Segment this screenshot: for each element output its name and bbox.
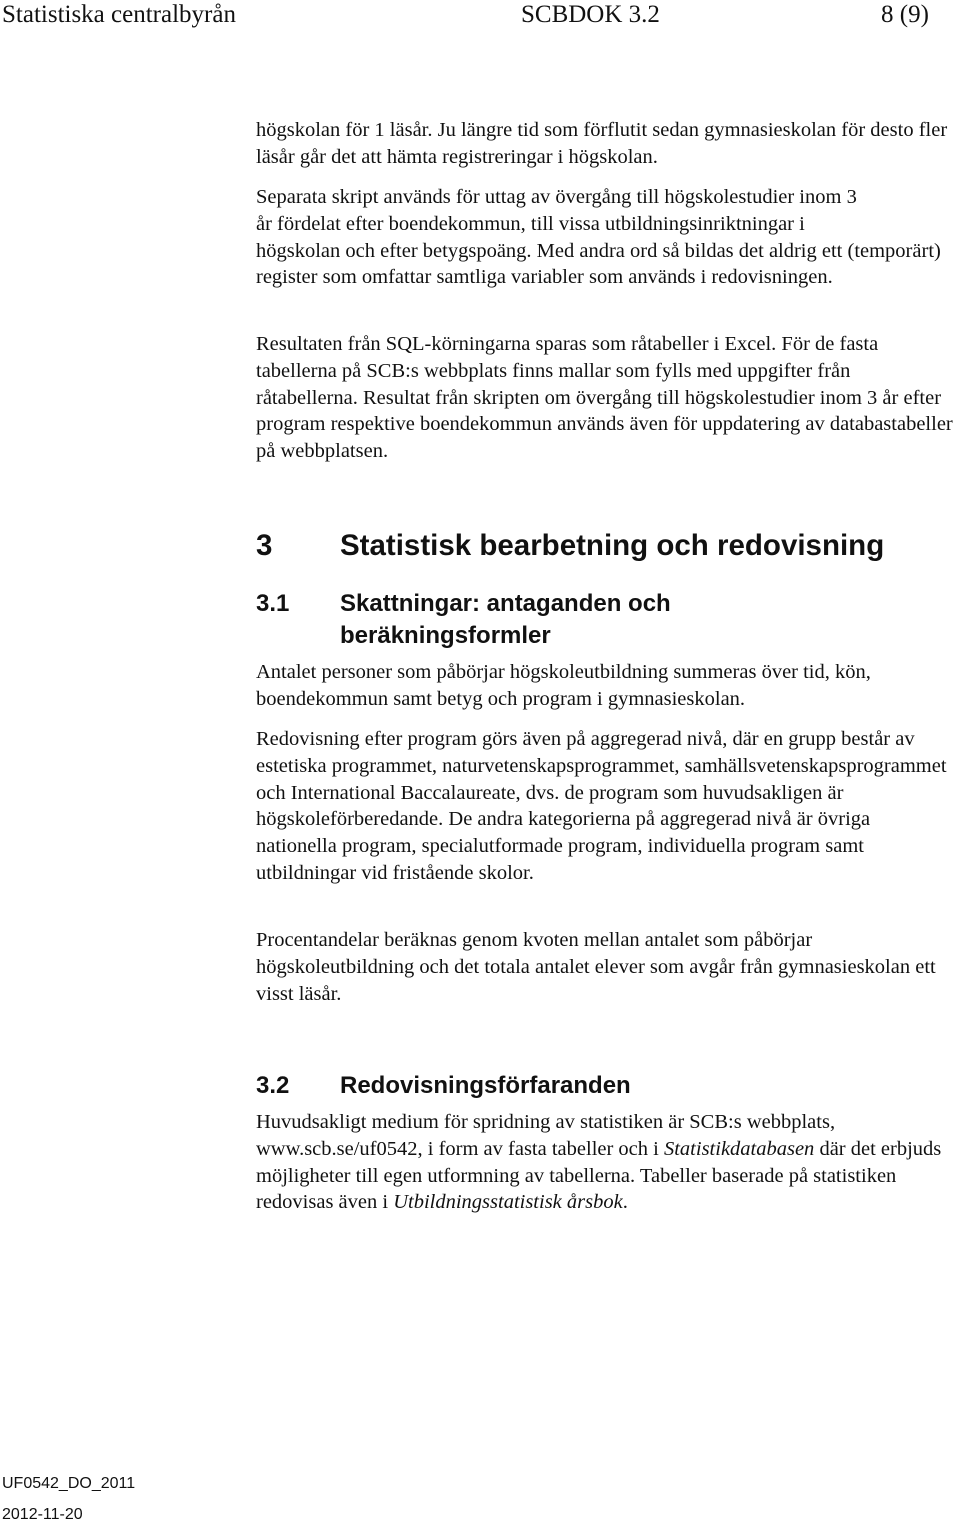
page-number: 8 (9) — [881, 1, 929, 28]
paragraph-separate-scripts — [256, 184, 956, 291]
paragraph-results: Resultaten från SQL-körningarna sparas som råtabeller i Excel. För de fasta tabellerna på SCB:s webbplats finns mallar som fylls med uppgifter från råtabellerna. Resultat från skripten om övergång till högskolestudier inom 3 år efter program respektive boendekommun används även för uppdatering av databastabeller på webbplatsen. — [256, 333, 953, 463]
page-header — [0, 0, 960, 34]
section-title: Redovisningsförfaranden — [340, 1072, 631, 1099]
text-run: där det erbjuds möjligheter till egen utformning av tabellerna. Tabeller baserade på statistiken redovisas även i — [256, 1137, 942, 1214]
text-run: . — [622, 1191, 628, 1214]
emphasis-arsbok: Utbildningsstatistisk årsbok — [393, 1191, 623, 1214]
paragraph-continuation: högskolan för 1 läsår. Ju längre tid som förflutit sedan gymnasieskolan för desto fler läsår går det att hämta registreringar i högskolan. — [256, 119, 948, 168]
footer-date: 2012-11-20 — [2, 1506, 83, 1523]
paragraph-publication — [256, 1109, 956, 1216]
section-heading-3-1 — [256, 588, 760, 652]
section-title: Statistisk bearbetning och redovisning — [340, 529, 885, 562]
organization-name: Statistiska centralbyrån — [2, 1, 236, 28]
section-heading-3-2 — [256, 1070, 760, 1102]
document-id: SCBDOK 3.2 — [521, 1, 660, 28]
footer-doc-code: UF0542_DO_2011 — [2, 1475, 136, 1492]
text-run: Huvudsakligt medium för spridning av statistiken är SCB:s webbplats, www.scb.se/uf0542, i form av fasta tabeller och i — [256, 1111, 836, 1160]
section-number: 3 — [256, 529, 273, 562]
section-heading-3 — [256, 528, 884, 564]
paragraph-aggregation: Redovisning efter program görs även på aggregerad nivå, där en grupp består av estetiska programmet, naturvetenskapsprogrammet, samhällsvetenskapsprogrammet och International Baccalaureate, dvs. de program som huvudsakligen är högskoleförberedande. De andra kategorierna på aggregerad nivå är övriga nationella program, specialutformade program, individuella program samt utbildningar vid fristående skolor. — [256, 728, 947, 884]
section-title: Skattningar: antaganden och beräkningsformler — [340, 590, 671, 649]
paragraph-percentages: Procentandelar beräknas genom kvoten mellan antalet som påbörjar högskoleutbildning och det totala antalet elever som avgår från gymnasieskolan ett visst läsår. — [256, 929, 936, 1005]
section-number: 3.1 — [256, 590, 290, 617]
paragraph-line: år fördelat efter boendekommun, till vissa utbildningsinriktningar i — [256, 212, 805, 235]
section-number: 3.2 — [256, 1072, 290, 1099]
paragraph-line: Separata skript används för uttag av övergång till högskolestudier inom 3 — [256, 186, 857, 208]
paragraph-line: Med andra ord så bildas det aldrig ett (temporärt) register som omfattar samtliga variabler som används i redovisningen. — [256, 239, 941, 289]
paragraph-line: högskolan och efter betygspoäng. — [256, 239, 532, 262]
paragraph-estimations: Antalet personer som påbörjar högskoleutbildning summeras över tid, kön, boendekommun samt betyg och program i gymnasieskolan. — [256, 661, 871, 710]
emphasis-statistikdatabasen: Statistikdatabasen — [663, 1137, 815, 1160]
